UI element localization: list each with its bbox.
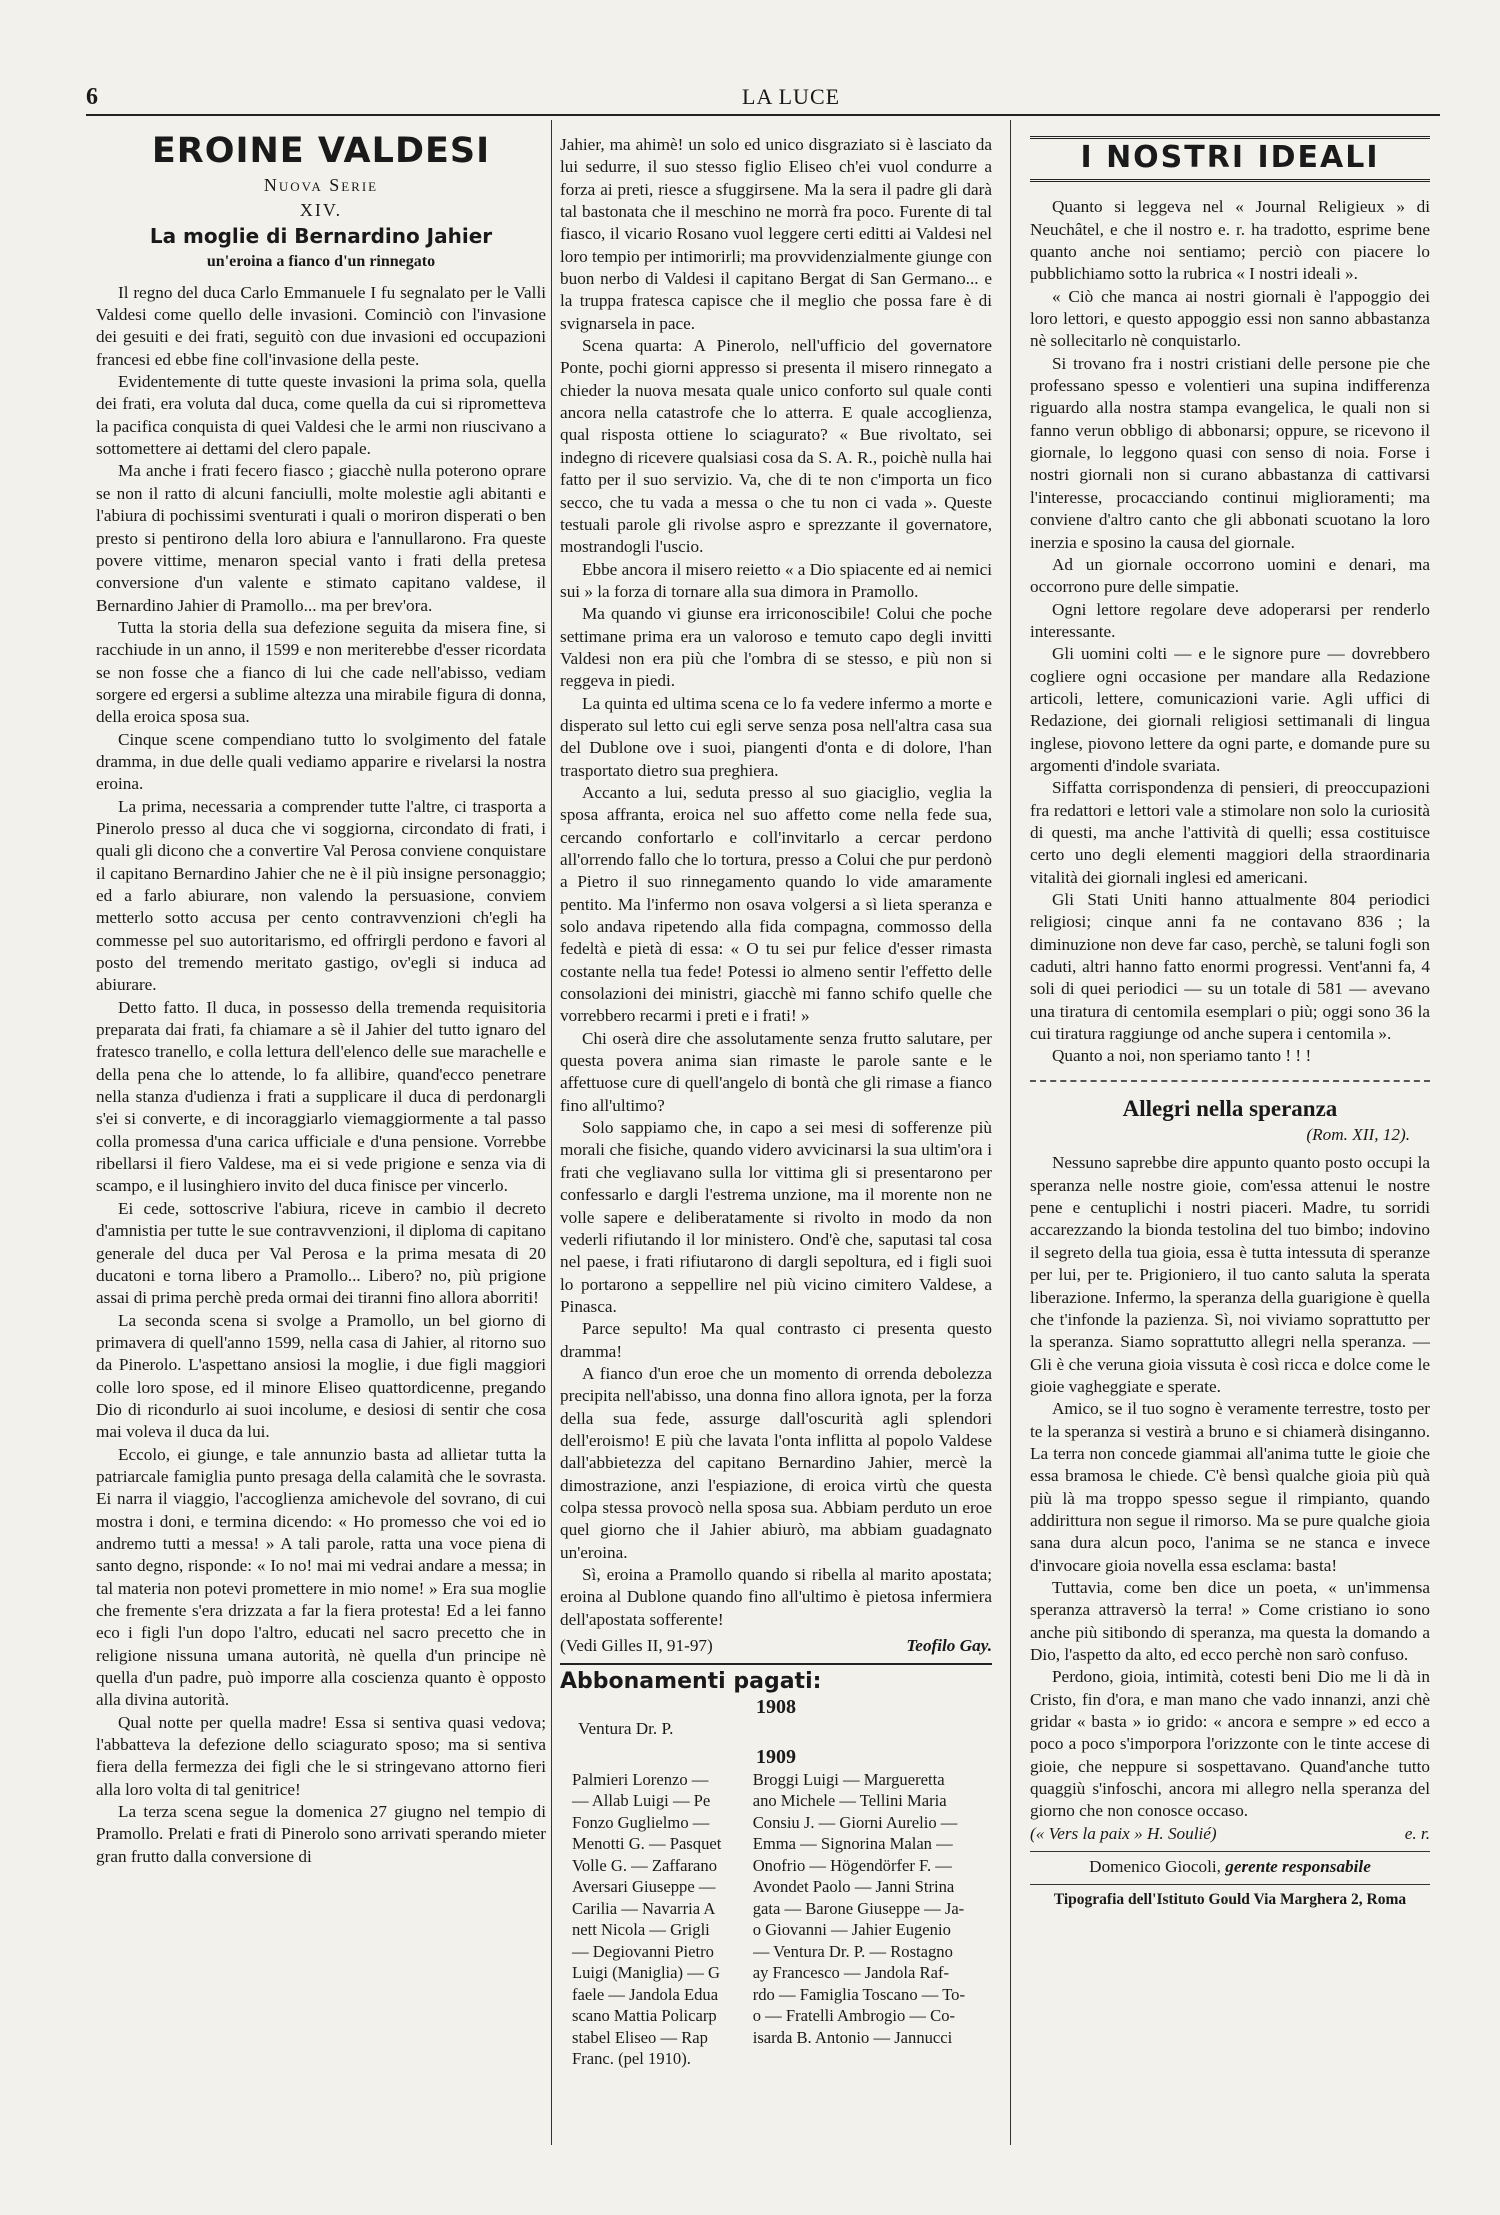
abbonamenti-section bbox=[560, 1671, 992, 2069]
subscriber-line: Carilia — Navarria A bbox=[572, 1898, 716, 1918]
column-divider bbox=[1010, 120, 1011, 2145]
subscriber-line: o Giovanni — Jahier Eugenio bbox=[752, 1920, 951, 1940]
article-eroine-valdesi bbox=[96, 131, 546, 1868]
paragraph: Gli Stati Uniti hanno attualmente 804 periodici religiosi; cinque anni fa ne contavano 836 ; la diminuzione non deve far caso, perchè, se taluni fogli son caduti, altri hanno fatto enormi progressi. Vent'anni fa, 4 soli di quei periodici — su un totale di 581 — avevano una tiratura di centomila esemplari o più; oggi sono 36 la cui tiratura raggiunge od anche supera i centomila ». bbox=[1030, 890, 1430, 1044]
article-body bbox=[96, 282, 546, 1868]
subscriber-line: isarda B. Antonio — Jannucci bbox=[752, 2027, 953, 2047]
paragraph: Qual notte per quella madre! Essa si sentiva quasi vedova; l'abbatteva la defezione dello sciagurato sposo; ma si sentiva fiera della fermezza dei figli che le si stringevano attorno fieri alla loro volta di tal genitrice! bbox=[96, 1712, 546, 1799]
paragraph: Ma quando vi giunse era irriconoscibile! Colui che poche settimane prima era un valoroso e temuto capo degli invitti Valdesi non era più che l'ombra di se stesso, e più non si reggeva in piedi. bbox=[560, 604, 992, 691]
subscriber-line: — Allab Luigi — Pe bbox=[572, 1791, 711, 1811]
subscriber-line: Consiu J. — Giorni Aurelio — bbox=[752, 1812, 958, 1832]
paragraph: Accanto a lui, seduta presso al suo giaciglio, veglia la sposa affranta, eroica nel suo affetto come nella fede sua, cercando confortarlo e coll'invitarlo a cercar perdono all'orrendo fallo che lo tortura, presso a Colui che pur perdonò a Pietro il suo rinnegamento quando lo vide amaramente pentito. Ma l'infermo non osava volgersi a sì lieta speranza e solo andava ripetendo alla fida compagna, commosso della fedeltà e pietà di essa: « O tu sei pur felice d'esser rimasta costante nella tua fede! Potessi io almeno sentir l'effetto delle consolazioni dei ministri, giacchè mi fanno schifo quelle che vorrebbero recarmi i preti e i frati! » bbox=[560, 782, 992, 1026]
series-number: XIV. bbox=[299, 199, 343, 220]
right-column bbox=[1030, 134, 1430, 1912]
subscriber-line: gata — Barone Giuseppe — Ja- bbox=[752, 1898, 965, 1918]
page-header bbox=[86, 84, 1430, 116]
paragraph: Sì, eroina a Pramollo quando si ribella al marito apostata; eroina al Dublone quando fino all'ultimo è pietosa infermiera dell'apostata sofferente! bbox=[560, 1565, 992, 1629]
source-citation: (« Vers la paix » H. Soulié) bbox=[1030, 1823, 1217, 1843]
subscriber-line: Luigi (Maniglia) — G bbox=[572, 1963, 720, 1983]
paragraph: Gli uomini colti — e le signore pure — dovrebbero cogliere ogni occasione per mandare alla Redazione articoli, lettere, comunicazioni varie. Agli uffici di Redazione, dei giornali religiosi settimanali di lingua inglese, piovono lettere da ogni parte, e domande pure su argomenti d'indole svariata. bbox=[1030, 644, 1430, 775]
subscriber-line: Palmieri Lorenzo — bbox=[572, 1769, 709, 1789]
paragraph: Quanto si leggeva nel « Journal Religieux » di Neuchâtel, e che il nostro e. r. ha tradotto, esprime bene quanto anche noi sentiamo; perciò con piacere lo pubblichiamo sotto la rubrica « I nostri ideali ». bbox=[1030, 197, 1430, 284]
running-title: LA LUCE bbox=[742, 84, 841, 109]
year-heading-1908: 1908 bbox=[756, 1695, 796, 1718]
subscriber-line: Franc. (pel 1910). bbox=[572, 2049, 691, 2069]
subscriber-line: — Ventura Dr. P. — Rostagno bbox=[752, 1941, 953, 1961]
subscriber-line: Ventura Dr. P. bbox=[578, 1719, 674, 1739]
article-source bbox=[1030, 1823, 1430, 1845]
subscriber-line: Broggi Luigi — Margueretta bbox=[752, 1769, 945, 1789]
citation: (Vedi Gilles II, 91-97) bbox=[560, 1636, 713, 1656]
paragraph: Scena quarta: A Pinerolo, nell'ufficio del governatore Ponte, pochi giorni appresso si presenta il misero rinnegato a chieder la nuova mesata quale unico conforto sul quale conti ancora nella catastrofe che lo atterra. E quale accoglienza, qual risposta ottiene lo sciagurato? « Bue rivoltato, sei indegno di ricevere qualsiasi cosa da S. A. R., poichè nulla hai fatto per il suo servizio. Va, che di te non c'importa un fico secco, che tu vada a messa o che tu non ci vada ». Queste testuali parole gli rivolse aspro e sprezzante il governatore, mostrandogli l'uscio. bbox=[560, 336, 992, 557]
article-continuation bbox=[560, 134, 992, 2070]
responsible-editor bbox=[1030, 1856, 1430, 1878]
paragraph: « Ciò che manca ai nostri giornali è l'appoggio dei loro lettori, e questo appoggio essi non sanno abbastanza nè sollecitarlo nè conquistarlo. bbox=[1030, 286, 1430, 351]
subscriber-line: Onofrio — Högendörfer F. — bbox=[752, 1855, 952, 1875]
abbonamenti-title: Abbonamenti pagati: bbox=[560, 1669, 822, 1695]
section-rule bbox=[560, 1663, 992, 1665]
article-title: EROINE VALDESI bbox=[151, 131, 491, 171]
subscriber-line: ano Michele — Tellini Maria bbox=[752, 1791, 947, 1811]
subscriber-line: ay Francesco — Jandola Raf- bbox=[752, 1963, 949, 1983]
paragraph: Tuttavia, come ben dice un poeta, « un'immensa speranza attraversò la terra! » Come cristiano io sono anche più sitibondo di speranza, ma questa la domando a Dio, l'aspetto da alto, ed ecco perchè non sarò confuso. bbox=[1030, 1577, 1430, 1664]
footer-rule bbox=[1030, 1851, 1430, 1852]
subscriber-list-left bbox=[560, 1769, 753, 2070]
paragraph: La quinta ed ultima scena ce lo fa vedere infermo a morte e disperato sul letto cui egli serve senza posa nell'altra casa sua del Dublone ove i suoi, piangenti d'onta e di dolore, l'han trasportato dietro sua preghiera. bbox=[560, 693, 992, 780]
year-heading-1909: 1909 bbox=[756, 1746, 796, 1769]
paragraph: Parce sepulto! Ma qual contrasto ci presenta questo dramma! bbox=[560, 1319, 992, 1361]
editor-name: Domenico Giocoli, bbox=[1089, 1857, 1221, 1877]
translator-initials: e. r. bbox=[1404, 1823, 1430, 1843]
paragraph: Chi oserà dire che assolutamente senza frutto salutare, per questa povera anima sian rimaste le parole sante e le affettuose cure di quell'angelo di bontà che gli rimase a fianco fino all'ultimo? bbox=[560, 1028, 992, 1115]
subscriber-line: Menotti G. — Pasquet bbox=[572, 1834, 722, 1854]
paragraph: Cinque scene compendiano tutto lo svolgimento del fatale dramma, in due delle quali vediamo apparire e rivelarsi la nostra eroina. bbox=[96, 729, 546, 794]
printer-imprint: Tipografia dell'Istituto Gould Via Marghera 2, Roma bbox=[1053, 1891, 1407, 1909]
article-subtitle: La moglie di Bernardino Jahier bbox=[149, 224, 493, 249]
article-title: Allegri nella speranza bbox=[1122, 1095, 1338, 1121]
paragraph: Tutta la storia della sua defezione seguita da misera fine, si racchiude in un anno, il 1599 e non meriterebbe d'esser ricordata se non fosse che a fianco di lui che cade nell'abisso, vediam sorgere ed ergersi a sublime altezza una mirabile figura di donna, della eroica sposa sua. bbox=[96, 617, 546, 727]
paragraph: A fianco d'un eroe che un momento di orrenda debolezza precipita nell'abisso, una donna fino allora ignota, per la forza della sua fede, assurge dall'oscurità agli splendori dell'eroismo! E più che lavata l'onta inflitta al popolo Valdese dall'abbietezza del capitano Bernardino Jahier, mercè la dimostrazione, anzi l'espiazione, di eroica virtù che questa colpa stessa provocò nella sposa sua. Abbiam perduto un eroe quel giorno che il Jahier abiurò, ma abbiam guadagnato un'eroina. bbox=[560, 1363, 992, 1562]
subscriber-line: scano Mattia Policarp bbox=[572, 2006, 717, 2026]
editor-role: gerente responsabile bbox=[1225, 1857, 1371, 1877]
page-number: 6 bbox=[86, 84, 98, 110]
subscriber-line: Fonzo Guglielmo — bbox=[572, 1812, 710, 1832]
paragraph: Ogni lettore regolare deve adoperarsi per renderlo interessante. bbox=[1030, 599, 1430, 641]
section-divider bbox=[1030, 1080, 1430, 1082]
paragraph: Ei cede, sottoscrive l'abiura, riceve in cambio il decreto d'amnistia per tutte le sue contravvenzioni, il diploma di capitano generale del duca per Val Perosa e la prima mesata di 20 ducatoni e torna libero a Pramollo... Libero? no, più prigione assai di prima perchè preda ormai dei tiranni fino allora aborriti! bbox=[96, 1198, 546, 1308]
subscriber-list-1909 bbox=[560, 1769, 992, 2070]
subscriber-line: Volle G. — Zaffarano bbox=[572, 1855, 717, 1875]
paragraph: Ebbe ancora il misero reietto « a Dio spiacente ed ai nemici sui » la forza di tornare alla sua dimora in Pramollo. bbox=[560, 559, 992, 601]
paragraph: Detto fatto. Il duca, in possesso della tremenda requisitoria preparata dai frati, fa chiamare a sè il Jahier del tutto ignaro del fratesco tranello, e colla lettura dell'elenco delle sue marachelle e della pena che lo attende, lo fa allibire, quand'ecco penetrare nella stanza d'udienza i frati a supplicare il duca di perdonargli s'ei si converte, e di incoraggiarlo viemaggiormente a tal passo colla promessa d'una carica ufficiale e d'una pensione. Vorrebbe ribellarsi il fiero Valdese, ma ei si vede prigione e senza via di scampo, e il lusinghiero invito del duca finisce per vincerlo. bbox=[96, 997, 546, 1196]
paragraph: Quanto a noi, non speriamo tanto ! ! ! bbox=[1052, 1046, 1312, 1066]
paragraph: Il regno del duca Carlo Emmanuele I fu segnalato per le Valli Valdesi come quello delle invasioni. Cominciò con l'invasione dei gesuiti e dei frati, seguitò con due invasioni ed occupazioni francesi ed ebbe fine coll'invasione della peste. bbox=[96, 282, 546, 369]
paragraph: La terza scena segue la domenica 27 giugno nel tempio di Pramollo. Prelati e frati di Pinerolo sono arrivati sperando mieter gran frutto dalla conversione di bbox=[96, 1802, 546, 1866]
article-deck: un'eroina a fianco d'un rinnegato bbox=[206, 253, 436, 271]
epigraph: (Rom. XII, 12). bbox=[1306, 1125, 1410, 1145]
column-divider bbox=[551, 120, 552, 2145]
header-rule bbox=[86, 114, 1440, 116]
subscriber-line: Aversari Giuseppe — bbox=[572, 1877, 716, 1897]
subscriber-line: rdo — Famiglia Toscano — To- bbox=[752, 1984, 966, 2004]
paragraph: La seconda scena si svolge a Pramollo, un bel giorno di primavera di quell'anno 1599, nella casa di Jahier, al ritorno suo da Pinerolo. L'aspettano ansiosi la moglie, i due figli maggiori colle loro spose, ed il minore Eliseo quattordicenne, pregando Dio di ricondurlo ai suoi incolume, e desiosi di sentir che cosa mai voleva il duca da lui. bbox=[96, 1310, 546, 1442]
article-title: I NOSTRI IDEALI bbox=[1080, 140, 1380, 175]
subscriber-list-right bbox=[753, 1769, 992, 2070]
paragraph: La prima, necessaria a comprender tutte l'altre, ci trasporta a Pinerolo presso al duca che vi soggiorna, circondato di frati, i quali gli dicono che a convertire Val Perosa conviene conquistare il capitano Bernardino Jahier che ne è il più insigne personaggio; ed a farlo abiurare, non valendo la persuasione, conviem metterlo sotto accusa per cento contravvenzioni ch'egli ha commesse pel suo autoritarismo, ed offrirgli perdono e favori al posto del tremendo meritato gastigo, ov'egli si induca ad abiurare. bbox=[96, 796, 546, 995]
subscriber-line: Avondet Paolo — Janni Strina bbox=[752, 1877, 955, 1897]
subscriber-line: — Degiovanni Pietro bbox=[572, 1941, 714, 1961]
paragraph: Ma anche i frati fecero fiasco ; giacchè nulla poterono oprare se non il ratto di alcuni fanciulli, molte molestie agli abitanti e l'abiura di pochissimi sventurati i quali o moriron disperati o ben presto si pentirono della loro abiura e l'annullarono. Fra queste povere vittime, menaron special vanto i frati della pretesa conversione d'un valente e stimato capitano valdese, il Bernardino Jahier di Pramollo... ma per brev'ora. bbox=[96, 461, 546, 615]
subscriber-line: nett Nicola — Grigli bbox=[572, 1920, 710, 1940]
paragraph: Jahier, ma ahimè! un solo ed unico disgraziato si è lasciato da lui sedurre, il suo stesso figlio Eliseo ch'ei vuol condurre a forza ai preti, riesce a sfuggirsene. Ma la sera il padre gli darà tal bastonata che il meschino ne morrà fra poco. Furente di tal fiasco, il vicario Rosano vuol leggere certi editti ai Valdesi nel loro tempio per intimorirli; ma provvidenzialmente giunge con buon nerbo di Valdesi il capitano Bergat di San Germano... e la truppa fratesca capisce che il meglio che possa fare è di svignarsela in pace. bbox=[560, 135, 992, 333]
paragraph: Perdono, gioia, intimità, cotesti beni Dio me li dà in Cristo, fin d'ora, e man mano che vado innanzi, anzi chè gridar « basta » io grido: « ancora e sempre » ed ecco a poco a poco s'imporpora l'orizzonte con le tinte accese di gioie, che neppure si sospettavano. Quand'anche tutto quaggiù s'infoschi, ancora mi allegro nella speranza del giorno che non conosce occaso. bbox=[1030, 1667, 1430, 1821]
subscriber-line: faele — Jandola Edua bbox=[572, 1984, 719, 2004]
footer-rule bbox=[1030, 1884, 1430, 1885]
paragraph: Si trovano fra i nostri cristiani delle persone pie che professano spesso e volentieri una supina indifferenza riguardo alla nostra stampa evangelica, le quali non si fanno verun obbligo di abbonarsi; oppure, se ricevono il giornale, lo leggono quasi con senso di noia. Forse i nostri giornali non si curano abbastanza di cattivarsi l'interesse, procacciando continui miglioramenti; ma conviene d'altro canto che gli abbonati scuotano la loro inerzia e sposino la causa del giornale. bbox=[1030, 353, 1430, 552]
article-signature bbox=[560, 1635, 992, 1657]
paragraph: Eccolo, ei giunge, e tale annunzio basta ad allietar tutta la patriarcale famiglia punto presaga della calamità che le sovrasta. Ei narra il viaggio, l'accoglienza amichevole del sovrano, di cui mostra i doni, e termina dicendo: « Ho promesso che voi ed io andremo tutti a messa! » A tali parole, ratta una voce piena di santo degno, risponde: « Io no! mai mi vedrai andare a messa; in tal materia non potevi promettere in mio nome! » Era sua moglie che fremente s'era drizzata a far la fiera protesta! Ed a lei fanno eco i figli l'un dopo l'altro, educati nel sacro precetto che in religione nissuna umana autorità, nè quella d'un principe nè quella d'un padre, può imporre alla coscienza quanto è opposto alla divina autorità. bbox=[96, 1444, 546, 1710]
author-name: Teofilo Gay. bbox=[906, 1636, 992, 1656]
subscriber-line: stabel Eliseo — Rap bbox=[572, 2027, 708, 2047]
paragraph: Amico, se il tuo sogno è veramente terrestre, tosto per te la speranza si vestirà a bruno e si chiamerà disinganno. La terra non concede giammai all'anima tutte le gioie che essa bramosa le chiede. C'è bensì qualche gioia più quà più là ma troppo spesso segue il rimpianto, quando addirittura non segue il rimorso. Ma se pure qualche gioia sana dura alcun poco, l'anima se ne stanca e invece d'invocare gioia novella essa esclama: basta! bbox=[1030, 1399, 1430, 1575]
subscriber-line: o — Fratelli Ambrogio — Co- bbox=[752, 2006, 956, 2026]
series-label: Nuova Serie bbox=[263, 175, 379, 196]
subscriber-line: Emma — Signorina Malan — bbox=[752, 1834, 953, 1854]
title-rule bbox=[1030, 179, 1430, 186]
paragraph: Siffatta corrispondenza di pensieri, di preoccupazioni fra redattori e lettori vale a stimolare non solo la curiosità di questi, ma anche l'attività di quelli; essa costituisce certo uno degli elementi maggiori della straordinaria vitalità dei giornali inglesi ed americani. bbox=[1030, 778, 1430, 887]
paragraph: Ad un giornale occorrono uomini e denari, ma occorrono pure delle simpatie. bbox=[1030, 554, 1430, 597]
paragraph: Solo sappiamo che, in capo a sei mesi di sofferenze più morali che fisiche, quando videro avvicinarsi la sua ultim'ora i frati che vegliavano sulla lor vittima gli si presentarono per confessarlo e dargli l'estrema unzione, ma il morente non ne volle sapere e deliberatamente si rivolto in modo da non vederli rifiutando il lor ministero. Ond'è che, saputasi tal cosa nel paese, i frati rifiutarono di dargli sepoltura, ed i figli suoi lo portarono a seppellire nel più vicino cimitero Valdese, a Pinasca. bbox=[560, 1118, 992, 1316]
paragraph: Evidentemente di tutte queste invasioni la prima sola, quella dei frati, era voluta dal duca, come quella da cui si riprometteva la pacifica conquista di quei Valdesi che le armi non riuscivano a sottomettere ai dettami del clero papale. bbox=[96, 372, 546, 459]
paragraph: Nessuno saprebbe dire appunto quanto posto occupi la speranza nelle nostre gioie, com'essa attenui le nostre pene e centuplichi i nostri piaceri. Madre, tu sorridi accarezzando la bionda testolina del tuo bimbo; indovino il segreto della tua gioia, essa è tutta intessuta di speranze per lui, per te. Prigioniero, il tuo canto saluta la sperata liberazione. Infermo, la speranza della guarigione è quella che t'infonde la pazienza. Sì, noi viviamo soprattutto per la speranza. Siamo soprattutto allegri nella speranza. — Gli è che veruna gioia vissuta è così ricca e dolce come le gioie vagheggiate e sperate. bbox=[1030, 1153, 1430, 1396]
